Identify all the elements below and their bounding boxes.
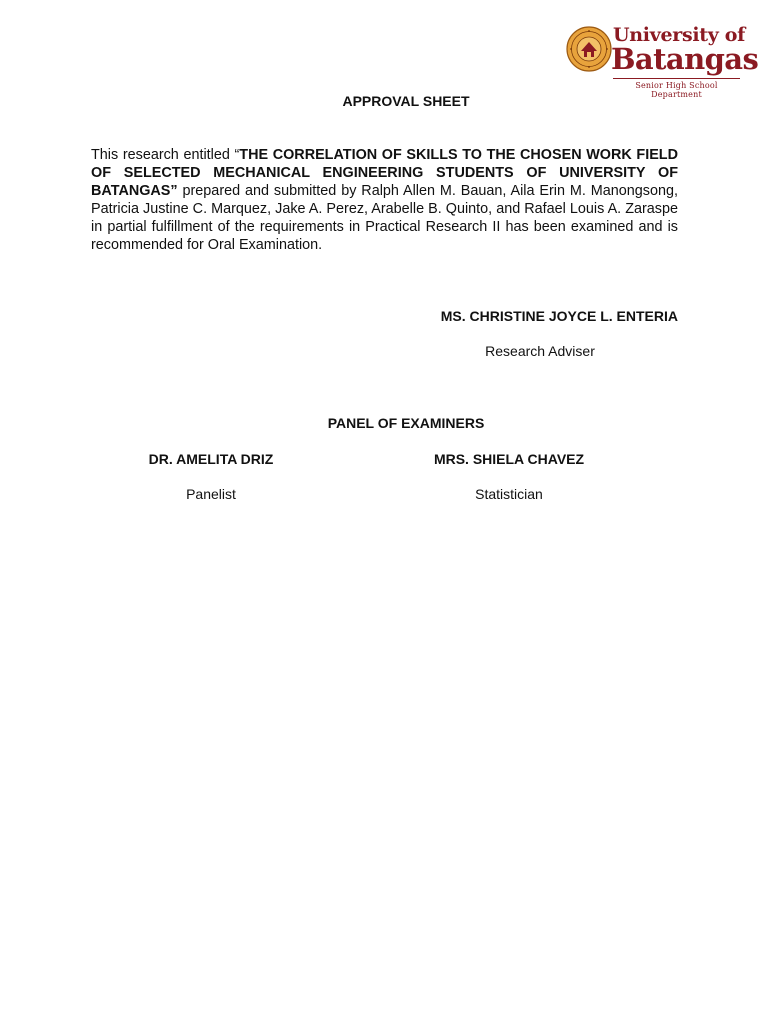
logo-batangas: Batangas <box>611 42 759 76</box>
logo-divider <box>613 78 740 79</box>
panelist-role: Panelist <box>186 486 236 502</box>
university-logo <box>566 24 759 102</box>
statistician-name: MRS. SHIELA CHAVEZ <box>433 451 585 467</box>
university-seal-icon <box>566 26 612 72</box>
approval-statement <box>91 146 678 254</box>
panel-title: PANEL OF EXAMINERS <box>327 415 485 431</box>
approval-body: prepared and submitted by Ralph Allen M. Bauan, Aila Erin M. Manongsong, Patricia Justine C. Marquez, Jake A. Perez, Arabelle B. Quinto, and Rafael Louis A. Zaraspe in partial fulfillment of the requirements in Practical Research II has been examined and is recommended for Oral Examination. <box>91 183 678 253</box>
panelist-name: DR. AMELITA DRIZ <box>148 451 274 467</box>
logo-university-of: University of <box>613 24 746 46</box>
logo-department-line2: Department <box>651 90 702 99</box>
approval-intro: This research entitled “ <box>91 147 240 163</box>
adviser-name: MS. CHRISTINE JOYCE L. ENTERIA <box>440 308 678 324</box>
adviser-role: Research Adviser <box>485 343 595 359</box>
statistician-role: Statistician <box>475 486 543 502</box>
research-title: THE CORRELATION OF SKILLS TO THE CHOSEN WORK FIELD OF SELECTED MECHANICAL ENGINEERING STUDENTS OF UNIVERSITY OF BATANGAS” <box>91 147 678 199</box>
logo-department-line1: Senior High School <box>635 81 718 90</box>
page-title: APPROVAL SHEET <box>342 93 470 109</box>
